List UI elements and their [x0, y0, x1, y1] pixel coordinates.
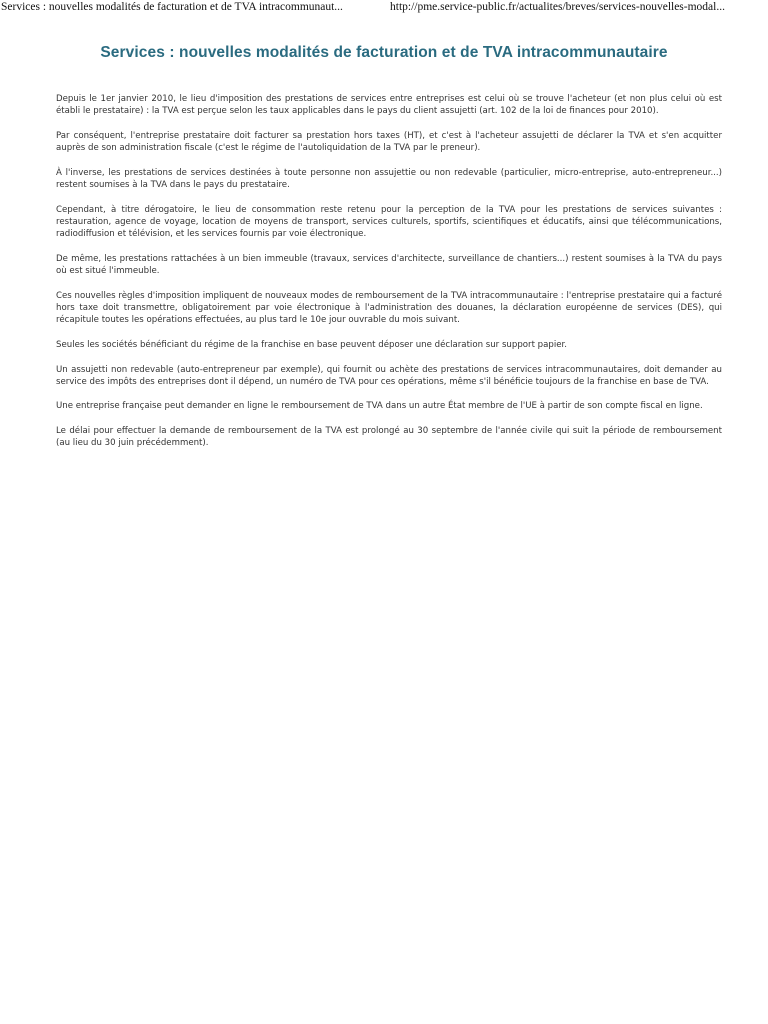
paragraph-refund-deadline: Le délai pour effectuer la demande de remboursement de la TVA est prolongé au 30 septembre de l'année civile qui suit la période de remboursement (au lieu du 30 juin précédemment).	[56, 426, 722, 449]
paragraph-location-of-taxation: Depuis le 1er janvier 2010, le lieu d'imposition des prestations de services entre entreprises est celui où se trouve l'acheteur (et non plus celui où est établi le prestataire) : la TVA est perçue selon les taux applicables dans le pays du client assujetti (art. 102 de la loi de finances pour 2010).	[56, 94, 722, 117]
print-header-title: Services : nouvelles modalités de facturation et de TVA intracommunaut...	[1, 1, 343, 13]
print-header	[0, 0, 768, 16]
paragraph-invoicing-ht: Par conséquent, l'entreprise prestataire doit facturer sa prestation hors taxes (HT), et c'est à l'acheteur assujetti de déclarer la TVA et s'en acquitter auprès de son administration fiscale (c'est le régime de l'autoliquidation de la TVA par le preneur).	[56, 130, 722, 154]
paragraph-non-taxable-persons: À l'inverse, les prestations de services destinées à toute personne non assujettie ou non redevable (particulier, micro-entreprise, auto-entrepreneur...) restent soumises à la TVA dans le pays du prestataire.	[56, 167, 722, 191]
paragraph-exceptions: Cependant, à titre dérogatoire, le lieu de consommation reste retenu pour la perception de la TVA pour les prestations de services suivantes : restauration, agence de voyage, location de moyens de transport, services culturels, sportifs, scientifiques et éducatifs, ainsi que télécommunications, radiodiffusion et télévision, et les services fournis par voie électronique.	[56, 204, 722, 240]
article-title: Services : nouvelles modalités de facturation et de TVA intracommunautaire	[100, 44, 668, 61]
paragraph-real-estate: De même, les prestations rattachées à un bien immeuble (travaux, services d'architecte, surveillance de chantiers...) restent soumises à la TVA du pays où est situé l'immeuble.	[56, 253, 722, 277]
article-body	[56, 93, 722, 462]
paragraph-paper-declaration: Seules les sociétés bénéficiant du régime de la franchise en base peuvent déposer une déclaration sur support papier.	[56, 339, 568, 350]
print-header-url: http://pme.service-public.fr/actualites/breves/services-nouvelles-modal...	[390, 1, 725, 13]
paragraph-vat-number: Un assujetti non redevable (auto-entrepreneur par exemple), qui fournit ou achète des prestations de services intracommunautaires, doit demander au service des impôts des entreprises dont il dépend, un numéro de TVA pour ces opérations, même s'il bénéficie toujours de la franchise en base de TVA.	[56, 364, 722, 387]
paragraph-online-refund: Une entreprise française peut demander en ligne le remboursement de TVA dans un autre État membre de l'UE à partir de son compte fiscal en ligne.	[56, 401, 703, 412]
paragraph-des-declaration: Ces nouvelles règles d'imposition impliquent de nouveaux modes de remboursement de la TVA intracommunautaire : l'entreprise prestataire qui a facturé hors taxe doit transmettre, obligatoirement par voie électronique à l'administration des douanes, la déclaration européenne de services (DES), qui récapitule toutes les opérations effectuées, au plus tard le 10e jour ouvrable du mois suivant.	[56, 290, 722, 326]
